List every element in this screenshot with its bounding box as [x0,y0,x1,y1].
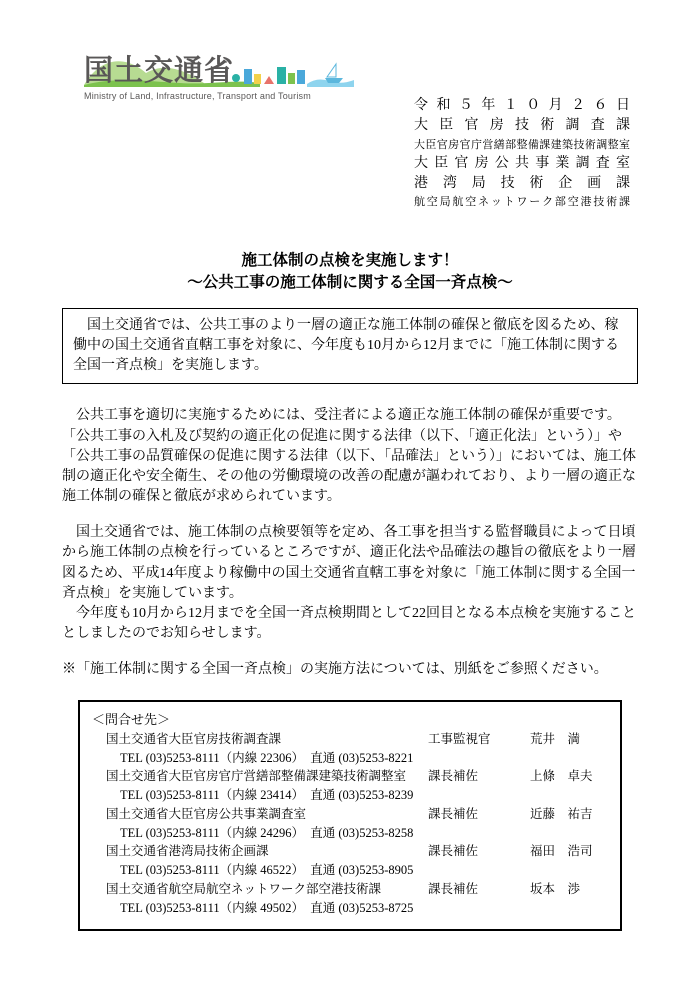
mlit-logo-graphic [84,40,364,90]
logo-boat-hull-icon [325,78,343,83]
contact-row [92,767,608,805]
contact-tel: TEL (03)5253-8111（内線 22306） 直通 (03)5253-8221 [120,750,414,765]
contact-row [92,805,608,843]
document-body [62,250,638,931]
date-line: 令和５年１０月２６日 [414,98,630,113]
contact-tel: TEL (03)5253-8111（内線 49502） 直通 (03)5253-8725 [120,900,414,915]
contact-role: 工事監視官 [428,731,491,746]
department-line: 大臣官房技術調査課 [414,118,630,134]
contact-org: 国土交通省大臣官房技術調査課 [106,731,282,746]
contact-person: 福田 浩司 [530,844,593,859]
logo-title: 国土交通省 [84,55,235,87]
contact-org: 国土交通省大臣官房官庁営繕部整備課建築技術調整室 [106,769,407,784]
title-line1: 施工体制の点検を実施します！ [241,252,459,269]
contact-person: 荒井 満 [530,731,581,746]
department-line: 航空局航空ネットワーク部空港技術課 [414,196,630,209]
logo-city-icons [232,67,305,84]
mlit-logo [84,40,384,101]
department-line: 大臣官房官庁営繕部整備課建築技術調整室 [414,138,630,151]
title-line2: ～公共工事の施工体制に関する全国一斉点検～ [187,274,513,291]
logo-building2-icon [288,73,295,84]
contact-tel: TEL (03)5253-8111（内線 23414） 直通 (03)5253-8239 [120,788,414,803]
contact-row [92,730,608,768]
logo-roof-icon [264,76,274,84]
contact-org: 国土交通省港湾局技術企画課 [106,844,269,859]
logo-building3-icon [297,70,305,84]
contact-org: 国土交通省航空局航空ネットワーク部空港技術課 [106,881,382,896]
contact-role: 課長補佐 [428,769,479,784]
reference-note: ※「施工体制に関する全国一斉点検」の実施方法については、別紙をご参照ください。 [62,662,608,678]
contact-role: 課長補佐 [428,806,479,821]
contact-person: 上條 卓夫 [530,769,593,784]
logo-subtitle: Ministry of Land, Infrastructure, Transport and Tourism [84,91,311,101]
department-line: 港湾局技術企画課 [414,175,630,191]
contact-heading: ＜問合せ先＞ [92,712,171,728]
contact-box [78,700,622,931]
department-line: 大臣官房公共事業調査室 [414,155,630,171]
contact-tel: TEL (03)5253-8111（内線 46522） 直通 (03)5253-8905 [120,863,414,878]
page-title [62,250,638,294]
logo-house-icon [254,74,261,84]
body-paragraph-3: 今年度も10月から12月までを全国一斉点検期間として22回目となる本点検を実施することとしましたのでお知らせします。 [62,605,636,642]
header-date-department-block [414,96,630,211]
body-paragraph-2: 国土交通省では、施工体制の点検要領等を定め、各工事を担当する監督職員によって日頃から施工体制の点検を行っているところですが、適正化法や品確法の趣旨の徹底をより一層図るため、平成14年度より稼働中の国土交通省直轄工事を対象に「施工体制に関する全国一斉点検」を実施しています。 [62,525,636,601]
summary-box: 国土交通省では、公共工事のより一層の適正な施工体制の確保と徹底を図るため、稼働中の国土交通省直轄工事を対象に、今年度も10月から12月までに「施工体制に関する全国一斉点検」を実施します。 [62,308,638,384]
contact-role: 課長補佐 [428,844,479,859]
contact-org: 国土交通省大臣官房公共事業調査室 [106,806,307,821]
logo-boat-sail-icon [327,64,336,77]
contact-row [92,842,608,880]
contact-tel: TEL (03)5253-8111（内線 24296） 直通 (03)5253-8258 [120,825,414,840]
body-paragraph-1: 公共工事を適切に実施するためには、受注者による適正な施工体制の確保が重要です。「公共工事の入札及び契約の適正化の促進に関する法律（以下、「適正化法」という）」や「公共工事の品質確保の促進に関する法律（以下、「品確法」という）」においては、施工体制の適正化や安全衛生、その他の労働環境の改善の配慮が謳われており、より一層の適正な施工体制の確保と徹底が求められています。 [62,408,636,505]
logo-building-icon [244,69,252,84]
logo-tower-icon [277,67,286,84]
contact-role: 課長補佐 [428,881,479,896]
contact-person: 近藤 祐吉 [530,806,593,821]
contact-person: 坂本 渉 [530,881,581,896]
contact-row [92,880,608,918]
